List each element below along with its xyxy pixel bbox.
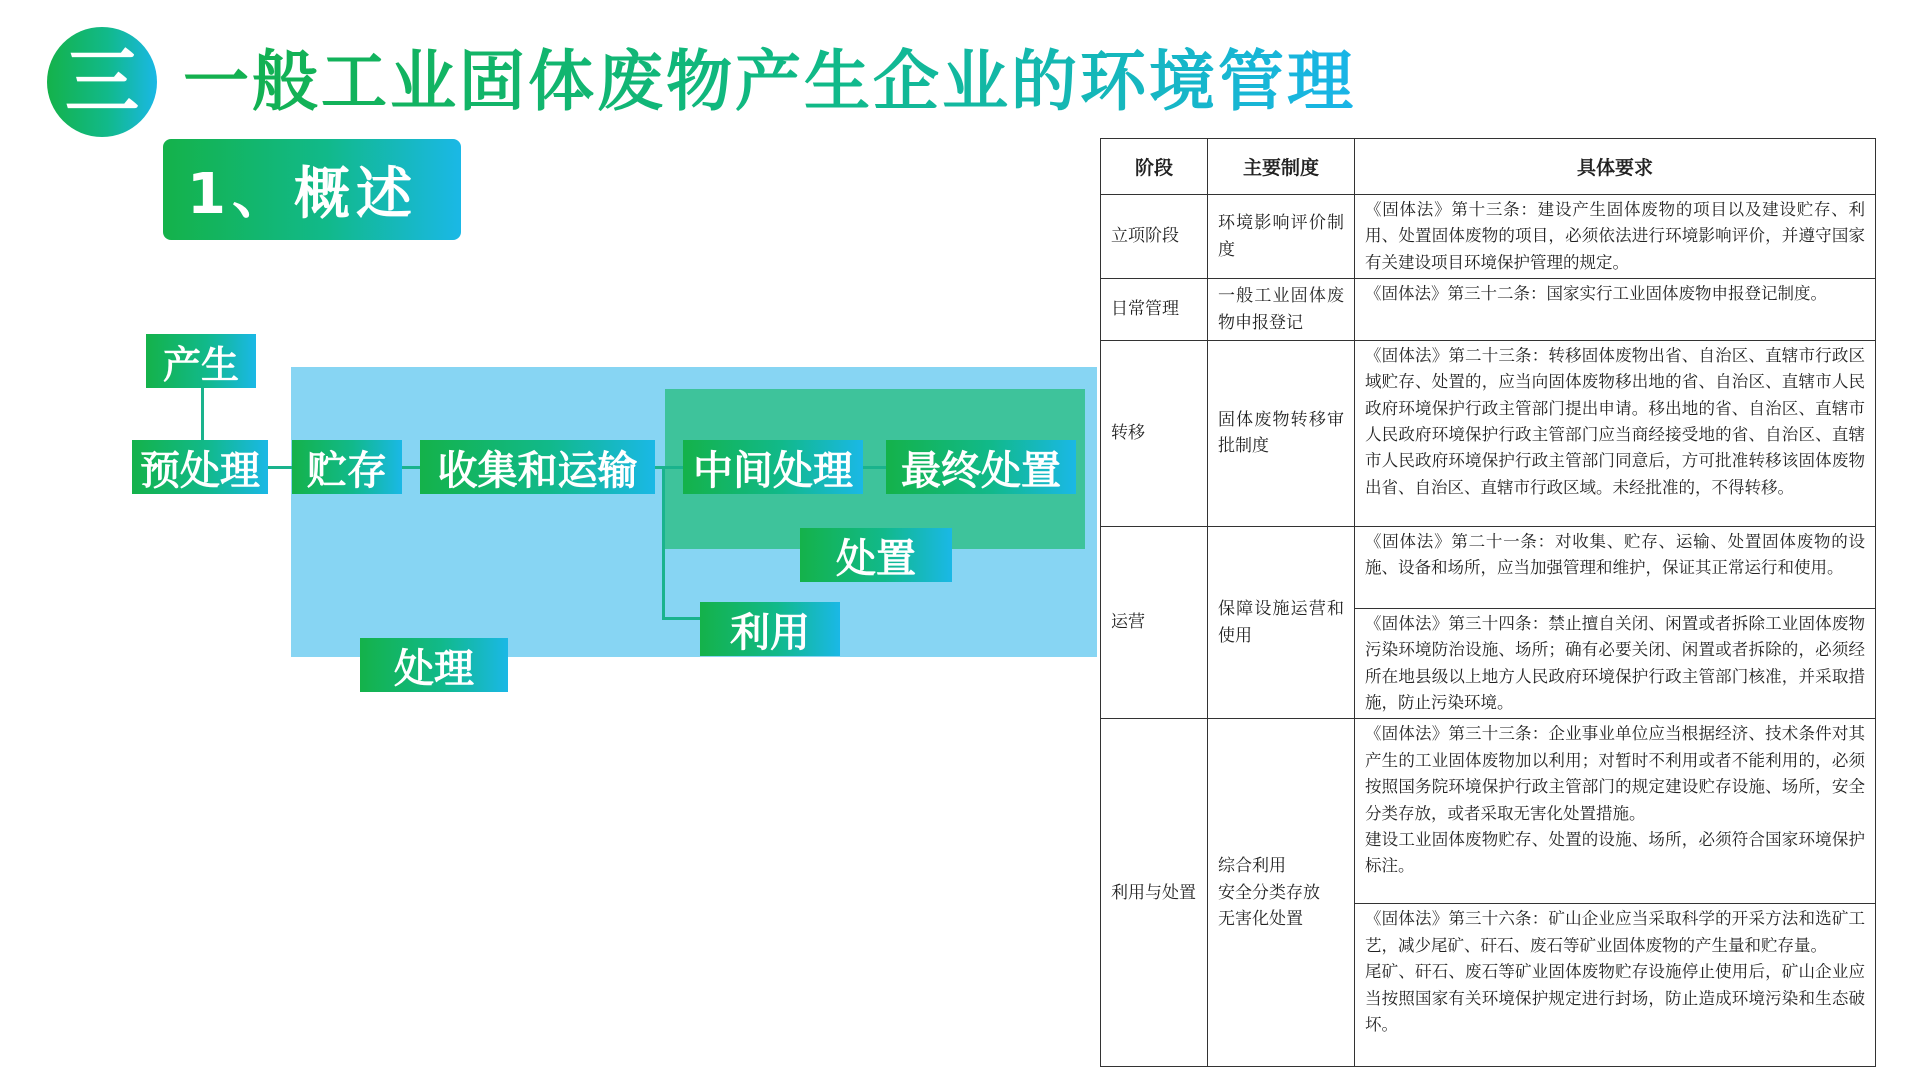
connector-line [861,466,887,469]
node-pretreat: 预处理 [132,440,268,494]
system-cell: 环境影响评价制度 [1208,195,1355,279]
requirement-text: 尾矿、矸石、废石等矿业固体废物贮存设施停止使用后，矿山企业应当按照国家有关环境保护规定进行封场，防止造成环境污染和生态破坏。 [1365,962,1865,1034]
table-row [1101,195,1876,279]
requirement-cell [1355,279,1876,341]
requirement-text: 《固体法》第三十四条：禁止擅自关闭、闲置或者拆除工业固体废物污染环境防治设施、场所；确有必要关闭、闲置或者拆除的，必须经所在地县级以上地方人民政府环境保护行政主管部门核准，并采取措施，防止污染环境。 [1365,613,1865,713]
stage-cell: 日常管理 [1101,279,1208,341]
stage-cell: 运营 [1101,526,1208,719]
stage-cell: 转移 [1101,340,1208,526]
requirement-text: 《固体法》第二十三条：转移固体废物出省、自治区、直辖市行政区域贮存、处置的，应当向固体废物移出地的省、自治区、直辖市人民政府环境保护行政主管部门提出申请。移出地的省、自治区、直辖市人民政府环境保护行政主管部门应当商经接受地的省、自治区、直辖市人民政府环境保护行政主管部门同意后，方可批准转移该固体废物出省、自治区、直辖市行政区域。未经批准的，不得转移。 [1365,345,1865,497]
requirement-text: 《固体法》第三十六条：矿山企业应当采取科学的开采方法和选矿工艺，减少尾矿、矸石、废石等矿业固体废物的产生量和贮存量。 [1365,909,1865,955]
requirement-cell [1355,340,1876,526]
requirement-text: 《固体法》第三十三条：企业事业单位应当根据经济、技术条件对其产生的工业固体废物加以利用；对暂时不利用或者不能利用的，必须按照国务院环境保护行政主管部门的规定建设贮存设施、场所，安全分类存放，或者采取无害化处置措施。 [1365,724,1865,823]
node-final-disposal: 最终处置 [886,440,1076,494]
node-disposal: 处置 [800,528,952,582]
requirement-text: 建设工业固体废物贮存、处置的设施、场所，必须符合国家环境保护标注。 [1365,829,1865,876]
table-row [1101,340,1876,526]
system-cell: 保障设施运营和使用 [1208,526,1355,719]
header-stage: 阶段 [1101,139,1208,195]
table-row [1101,719,1876,904]
system-cell: 固体废物转移审批制度 [1208,340,1355,526]
subtitle-banner: 1、概述 [163,139,461,240]
node-produce: 产生 [146,334,256,388]
node-storage: 贮存 [292,440,402,494]
requirement-cell [1355,526,1876,608]
connector-line [401,466,421,469]
requirement-cell [1355,195,1876,279]
requirement-text: 《固体法》第十三条：建设产生固体废物的项目以及建设贮存、利用、处置固体废物的项目，必须依法进行环境影响评价，并遵守国家有关建设项目环境保护管理的规定。 [1365,200,1865,272]
requirement-text: 《固体法》第二十一条：对收集、贮存、运输、处置固体废物的设施、设备和场所，应当加强管理和维护，保证其正常运行和使用。 [1365,531,1865,578]
requirement-text: 《固体法》第三十二条：国家实行工业固体废物申报登记制度。 [1365,284,1827,304]
table-row [1101,279,1876,341]
stage-cell: 立项阶段 [1101,195,1208,279]
node-intermediate-treatment: 中间处理 [683,440,863,494]
connector-line [662,466,665,620]
header-requirements: 具体要求 [1355,139,1876,195]
stage-cell: 利用与处置 [1101,719,1208,1067]
connector-line [201,388,204,440]
node-treat: 处理 [360,638,508,692]
connector-line [662,617,700,620]
connector-line [654,466,684,469]
requirement-cell [1355,904,1876,1067]
header-system: 主要制度 [1208,139,1355,195]
section-number-badge: 三 [47,27,157,137]
requirement-cell [1355,608,1876,719]
node-utilize: 利用 [700,602,840,656]
node-collect-transport: 收集和运输 [420,440,655,494]
page-title: 一般工业固体废物产生企业的环境管理 [183,43,1356,120]
requirements-table [1100,138,1876,1067]
requirement-cell [1355,719,1876,904]
connector-line [265,466,295,469]
system-cell: 综合利用 安全分类存放 无害化处置 [1208,719,1355,1067]
table-header-row [1101,139,1876,195]
system-cell: 一般工业固体废物申报登记 [1208,279,1355,341]
table-row [1101,526,1876,608]
